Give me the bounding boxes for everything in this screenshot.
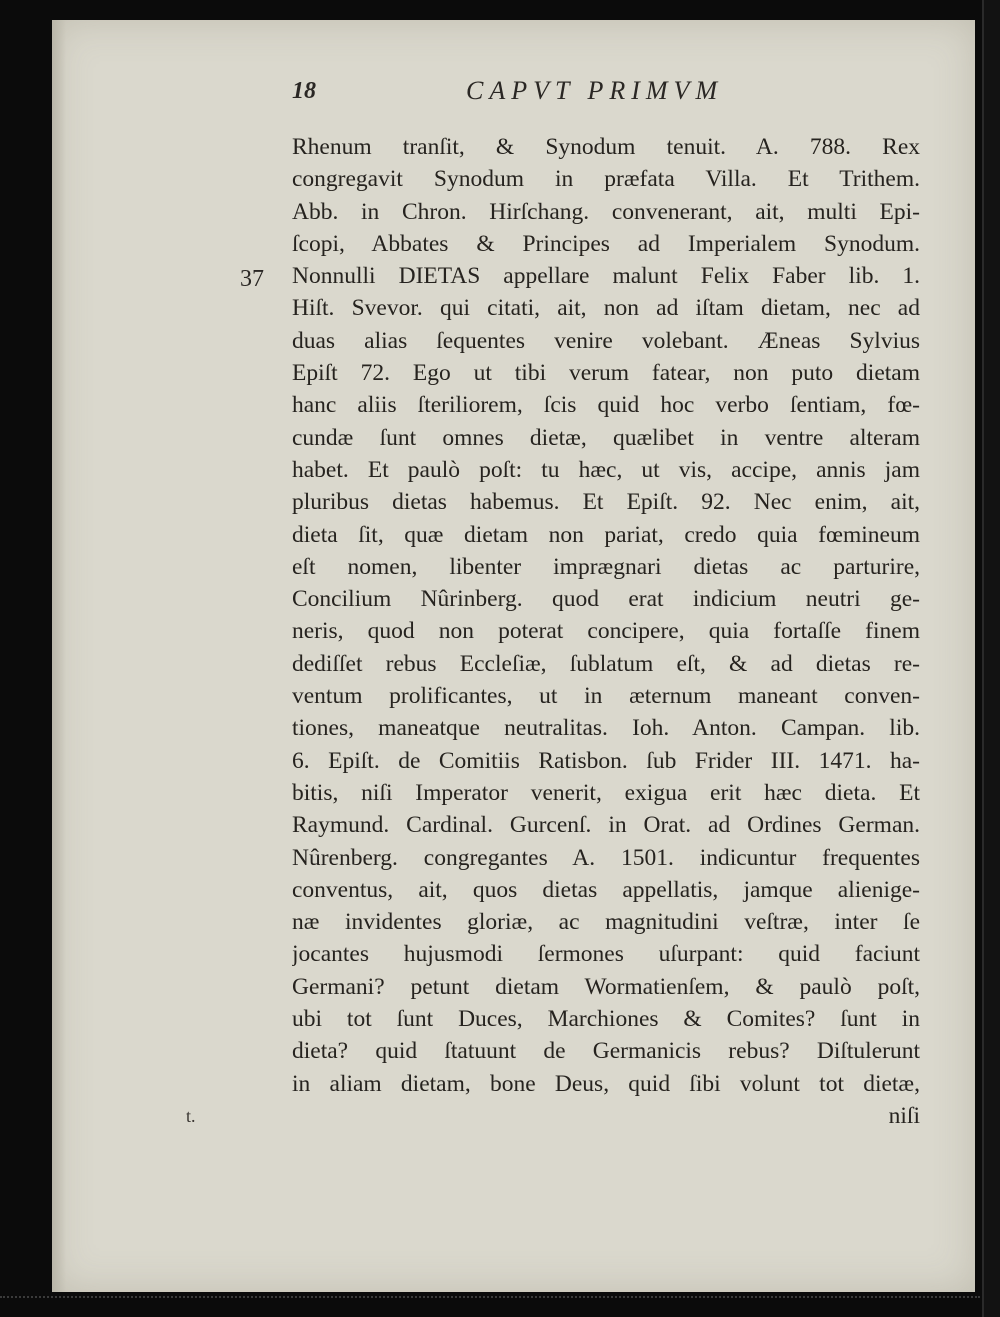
text-line: Rhenum tranſit, & Synodum tenuit. A. 788. Rex — [292, 134, 920, 160]
page-header — [0, 76, 1000, 116]
page-number: 18 — [292, 78, 316, 104]
text-line: habet. Et paulò poſt: tu hæc, ut vis, accipe, annis jam — [292, 456, 920, 483]
text-line: hanc aliis ſteriliorem, ſcis quid hoc verbo ſentiam, fœ- — [292, 392, 920, 419]
text-line: Concilium Nûrinberg. quod erat indicium neutri ge- — [292, 586, 920, 613]
text-line: tiones, maneatque neutralitas. Ioh. Anton. Campan. lib. — [292, 715, 920, 742]
text-line: ſcopi, Abbates & Principes ad Imperialem Synodum. — [292, 230, 920, 257]
scan-bottom-edge — [0, 1296, 980, 1298]
text-line: jocantes hujusmodi ſermones uſurpant: quid faciunt — [292, 941, 920, 968]
text-line: Abb. in Chron. Hirſchang. convenerant, ait, multi Epi- — [292, 198, 920, 225]
text-line: 6. Epiſt. de Comitiis Ratisbon. ſub Frider III. 1471. ha- — [292, 747, 920, 774]
text-line: neris, quod non poterat concipere, quia fortaſſe finem — [292, 618, 920, 645]
text-line: dediſſet rebus Eccleſiæ, ſublatum eſt, & ad dietas re- — [292, 650, 920, 677]
text-line: duas alias ſequentes venire volebant. Æneas Sylvius — [292, 327, 920, 354]
text-line: Nonnulli DIETAS appellare malunt Felix Faber lib. 1. — [292, 263, 920, 290]
text-line: ubi tot ſunt Duces, Marchiones & Comites? ſunt in — [292, 1006, 920, 1033]
running-title: CAPVT PRIMVM — [466, 76, 724, 105]
text-line: næ invidentes gloriæ, ac magnitudini veſtræ, inter ſe — [292, 909, 920, 936]
margin-note-number: 37 — [240, 266, 264, 292]
text-line: Germani? petunt dietam Wormatienſem, & paulò poſt, — [292, 973, 920, 1000]
page-gutter-shadow — [52, 20, 66, 1292]
text-line: dieta? quid ſtatuunt de Germanicis rebus? Diſtulerunt — [292, 1038, 920, 1065]
body-text — [292, 131, 920, 1132]
text-line: dieta ſit, quæ dietam non pariat, credo quia fœmineum — [292, 521, 920, 548]
text-line: cundæ ſunt omnes dietæ, quælibet in ventre alteram — [292, 424, 920, 451]
text-line: pluribus dietas habemus. Et Epiſt. 92. Nec enim, ait, — [292, 489, 920, 516]
text-line: bitis, niſi Imperator venerit, exigua erit hæc dieta. Et — [292, 779, 920, 806]
catchword: niſi — [888, 1102, 920, 1129]
text-line: eſt nomen, libenter imprægnari dietas ac parturire, — [292, 553, 920, 580]
text-line: congregavit Synodum in præfata Villa. Et Trithem. — [292, 166, 920, 193]
scan-edge — [982, 0, 1000, 1317]
text-line: Hiſt. Svevor. qui citati, ait, non ad iſtam dietam, nec ad — [292, 295, 920, 322]
marginal-specks: t. — [186, 1106, 196, 1126]
text-line: in aliam dietam, bone Deus, quid ſibi volunt tot dietæ, — [292, 1070, 920, 1097]
text-line: Nûrenberg. congregantes A. 1501. indicuntur frequentes — [292, 844, 920, 871]
text-line: Raymund. Cardinal. Gurcenſ. in Orat. ad Ordines German. — [292, 812, 920, 839]
text-line: Epiſt 72. Ego ut tibi verum fatear, non puto dietam — [292, 360, 920, 387]
text-line: ventum prolificantes, ut in æternum maneant conven- — [292, 683, 920, 710]
text-line: conventus, ait, quos dietas appellatis, jamque alienige- — [292, 876, 920, 903]
